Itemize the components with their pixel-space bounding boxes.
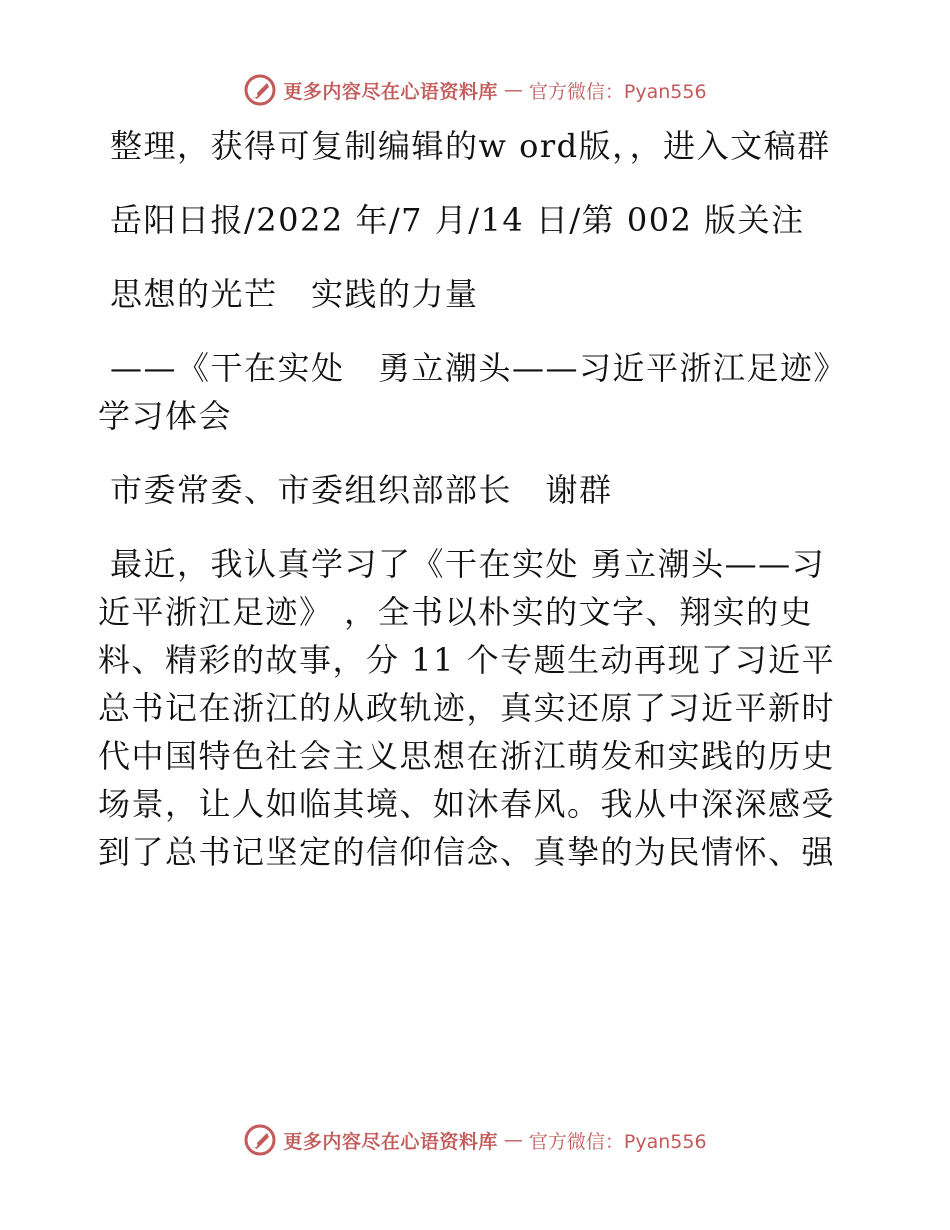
article-title: 思想的光芒 实践的力量: [110, 275, 479, 313]
paragraph-intro: 整理，获得可复制编辑的w ord版，，进入文稿群: [110, 127, 831, 165]
paragraph-body: 最近，我认真学习了《干在实处 勇立潮头——习近平浙江足迹》 ，全书以朴实的文字、翔实的史料、精彩的故事，分 11 个专题生动再现了习近平总书记在浙江的从政轨迹，真实还原了习近平新时代中国特色社会主义思想在浙江萌发和实践的历史场景，让人如临其境、如沐春风。我从中深深感受到了总书记坚定的信仰信念、真挚的为民情怀、强: [98, 545, 836, 871]
quill-logo-icon: [243, 1123, 277, 1157]
watermark-footer: [0, 1120, 950, 1160]
article-author: 市委常委、市委组织部部长 谢群: [110, 471, 613, 509]
watermark-separator: —: [503, 1129, 523, 1151]
watermark-separator: —: [503, 79, 523, 101]
article-subtitle: ——《干在实处 勇立潮头——习近平浙江足迹》学习体会: [98, 349, 848, 435]
document-body: [98, 122, 850, 876]
watermark-header: [0, 70, 950, 110]
quill-logo-icon: [243, 73, 277, 107]
watermark-site-text: 更多内容尽在心语资料库: [283, 80, 498, 103]
paragraph-source: 岳阳日报/2022 年/7 月/14 日/第 002 版关注: [110, 201, 805, 239]
watermark-wechat-text: 官方微信：Pyan556: [528, 1130, 707, 1153]
watermark-site-text: 更多内容尽在心语资料库: [283, 1130, 498, 1153]
watermark-wechat-text: 官方微信：Pyan556: [528, 80, 707, 103]
